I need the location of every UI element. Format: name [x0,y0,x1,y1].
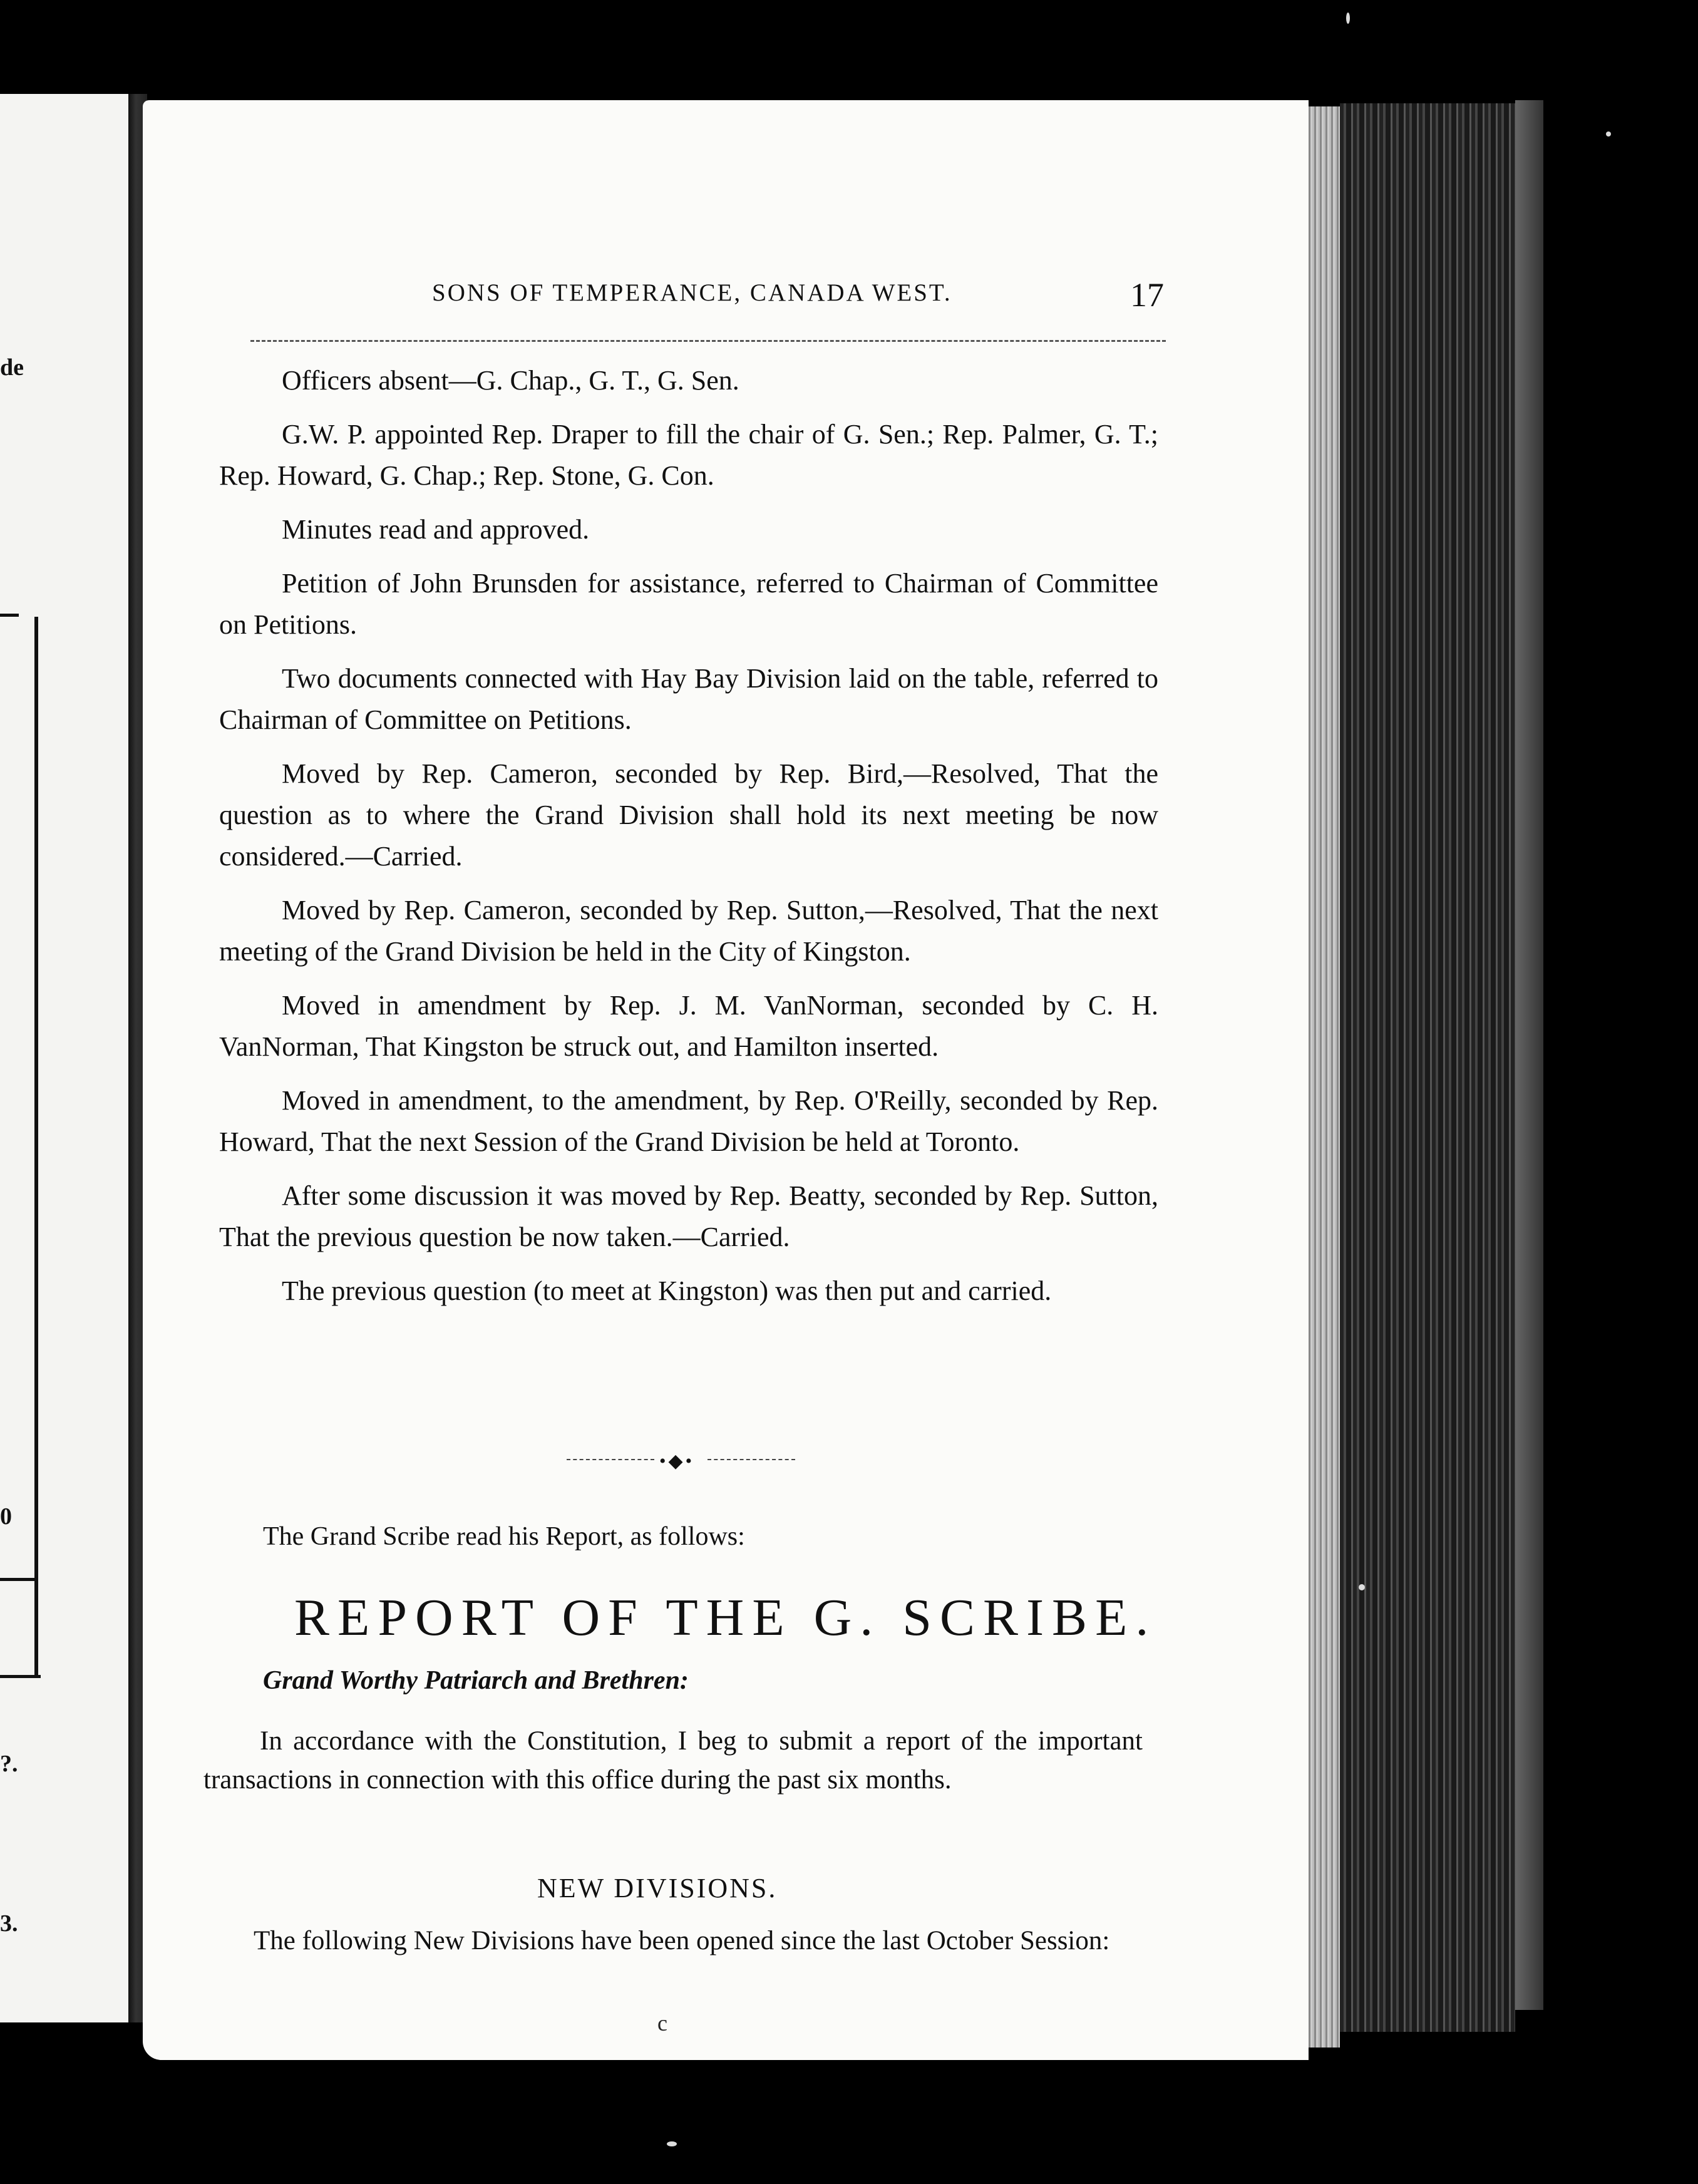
report-salutation: Grand Worthy Patriarch and Brethren: [263,1666,689,1695]
section-heading: NEW DIVISIONS. [537,1873,778,1903]
scan-speck [667,2141,677,2146]
page-number: 17 [1130,276,1164,314]
minutes-text [219,360,1158,1324]
left-page-rule [0,1578,38,1581]
left-page-rule [34,617,38,1678]
left-page-rule [0,1675,41,1678]
ornament-line [708,1459,795,1460]
minutes-paragraph: G.W. P. appointed Rep. Draper to fill the chair of G. Sen.; Rep. Palmer, G. T.; Rep. Howard, G. Chap.; Rep. Stone, G. Con. [219,419,1158,491]
scan-speck [1606,131,1611,136]
book-cover-edge [1515,100,1543,2010]
header-rule [250,340,1166,342]
minutes-paragraph: Moved in amendment by Rep. J. M. VanNorman, seconded by C. H. VanNorman, That Kingston be struck out, and Hamilton inserted. [219,990,1158,1062]
scan-speck [1359,1584,1365,1590]
minutes-paragraph: Petition of John Brunsden for assistance, referred to Chairman of Committee on Petitions. [219,568,1158,640]
ornament-line [567,1459,654,1460]
minutes-paragraph: Minutes read and approved. [282,514,590,545]
minutes-paragraph: Two documents connected with Hay Bay Division laid on the table, referred to Chairman of Committee on Petitions. [219,663,1158,735]
report-body [203,1722,1143,1800]
signature-mark: c [657,2011,667,2036]
ornament-glyph: •◆• [659,1451,695,1471]
minutes-paragraph: Officers absent—G. Chap., G. T., G. Sen. [282,365,739,396]
minutes-paragraph: Moved by Rep. Cameron, seconded by Rep. Bird,—Resolved, That the question as to where the Grand Division shall hold its next meeting be now considered.—Carried. [219,758,1158,872]
left-page-text: ?. [0,1751,18,1777]
new-divisions-text [203,1922,1143,1960]
running-header: SONS OF TEMPERANCE, CANADA WEST. [432,279,952,306]
left-page-text: 0 [0,1503,12,1530]
scribe-intro: The Grand Scribe read his Report, as follows: [263,1522,745,1551]
left-page-rule [0,614,19,617]
left-page-text: de [0,354,24,381]
minutes-paragraph: The previous question (to meet at Kingston) was then put and carried. [282,1275,1052,1306]
minutes-paragraph: After some discussion it was moved by Rep. Beatty, seconded by Rep. Sutton, That the previous question be now taken.—Carried. [219,1180,1158,1252]
report-paragraph: The following New Divisions have been opened since the last October Session: [254,1926,1110,1955]
minutes-paragraph: Moved in amendment, to the amendment, by Rep. O'Reilly, seconded by Rep. Howard, That the next Session of the Grand Division be held at Toronto. [219,1085,1158,1157]
page-block-edge [1340,103,1515,2032]
left-page-fragment [0,94,128,2022]
section-ornament [567,1450,795,1469]
minutes-paragraph: Moved by Rep. Cameron, seconded by Rep. Sutton,—Resolved, That the next meeting of the Grand Division be held in the City of Kingston. [219,895,1158,967]
left-page-text: 3. [0,1910,18,1937]
report-title: REPORT OF THE G. SCRIBE. [294,1589,1157,1647]
scan-speck [1346,13,1350,24]
report-paragraph: In accordance with the Constitution, I beg to submit a report of the important transactions in connection with this office during the past six months. [203,1726,1143,1795]
